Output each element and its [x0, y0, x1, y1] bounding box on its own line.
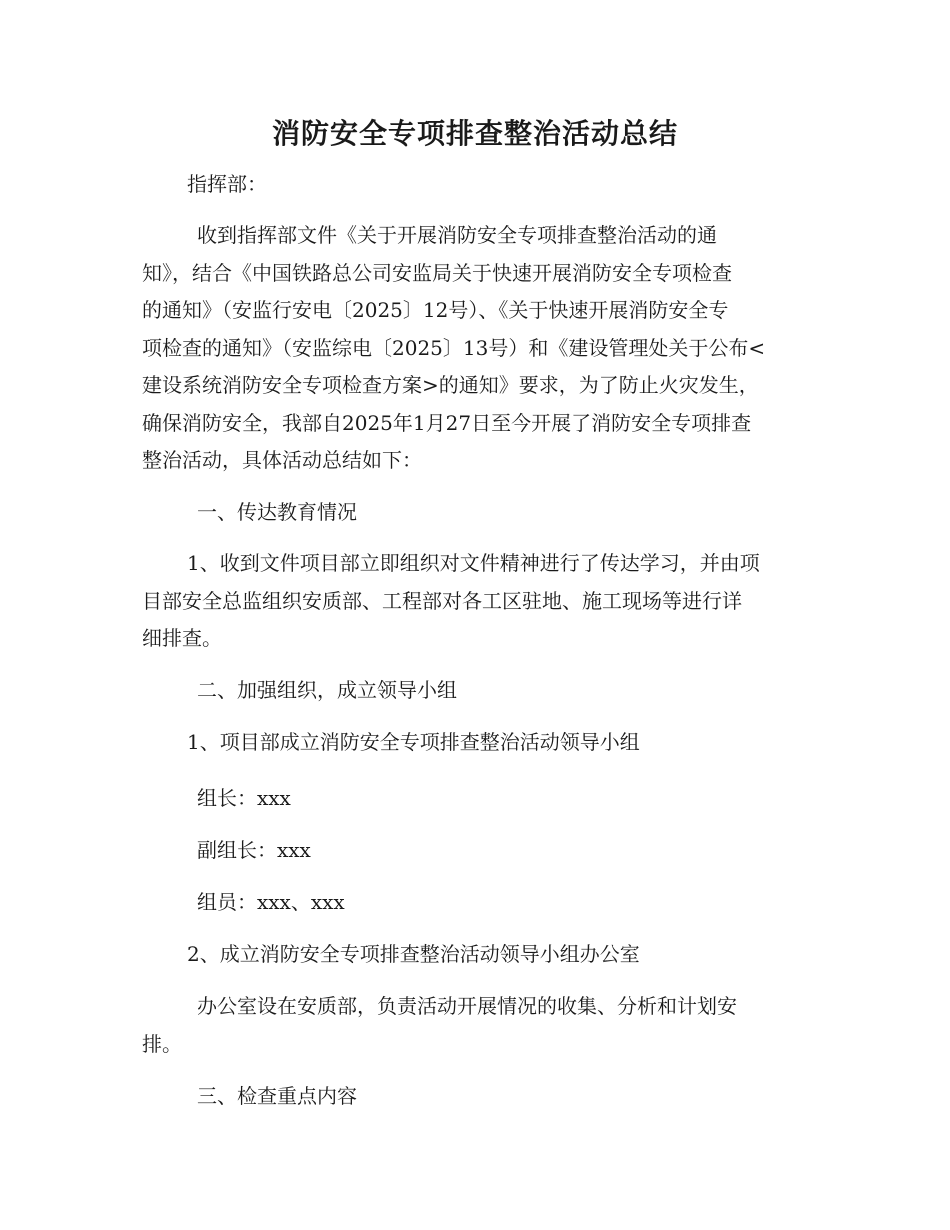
paragraph-line: 细排查。 — [142, 626, 222, 650]
intro-line: 建设系统消防安全专项检查方案>的通知》要求，为了防止火灾发生， — [142, 373, 759, 397]
intro-line: 知》，结合《中国铁路总公司安监局关于快速开展消防安全专项检查 — [142, 261, 732, 285]
intro-line: 确保消防安全，我部自2025年1月27日至今开展了消防安全专项排查 — [142, 411, 752, 435]
paragraph-line: 排。 — [142, 1032, 182, 1056]
list-item: 1、项目部成立消防安全专项排查整治活动领导小组 — [187, 730, 640, 754]
intro-line: 收到指挥部文件《关于开展消防安全专项排查整治活动的通 — [197, 223, 717, 247]
paragraph-line: 目部安全总监组织安质部、工程部对各工区驻地、施工现场等进行详 — [142, 589, 742, 613]
section-heading: 二、加强组织，成立领导小组 — [197, 678, 457, 702]
salutation: 指挥部： — [187, 172, 267, 196]
section-heading: 三、检查重点内容 — [197, 1084, 357, 1108]
paragraph-line: 1、收到文件项目部立即组织对文件精神进行了传达学习，并由项 — [187, 551, 760, 575]
leader-line: 组长：xxx — [197, 786, 291, 810]
intro-line: 整治活动，具体活动总结如下： — [142, 448, 422, 472]
members-line: 组员：xxx、xxx — [197, 890, 345, 914]
intro-line: 项检查的通知》（安监综电〔2025〕13号）和《建设管理处关于公布< — [142, 336, 766, 360]
document-title: 消防安全专项排查整治活动总结 — [271, 117, 678, 150]
section-heading: 一、传达教育情况 — [197, 500, 357, 524]
paragraph-line: 办公室设在安质部，负责活动开展情况的收集、分析和计划安 — [197, 994, 737, 1018]
intro-line: 的通知》（安监行安电〔2025〕12号）、《关于快速开展消防安全专 — [142, 298, 729, 322]
deputy-line: 副组长：xxx — [197, 838, 311, 862]
list-item: 2、成立消防安全专项排查整治活动领导小组办公室 — [187, 942, 640, 966]
